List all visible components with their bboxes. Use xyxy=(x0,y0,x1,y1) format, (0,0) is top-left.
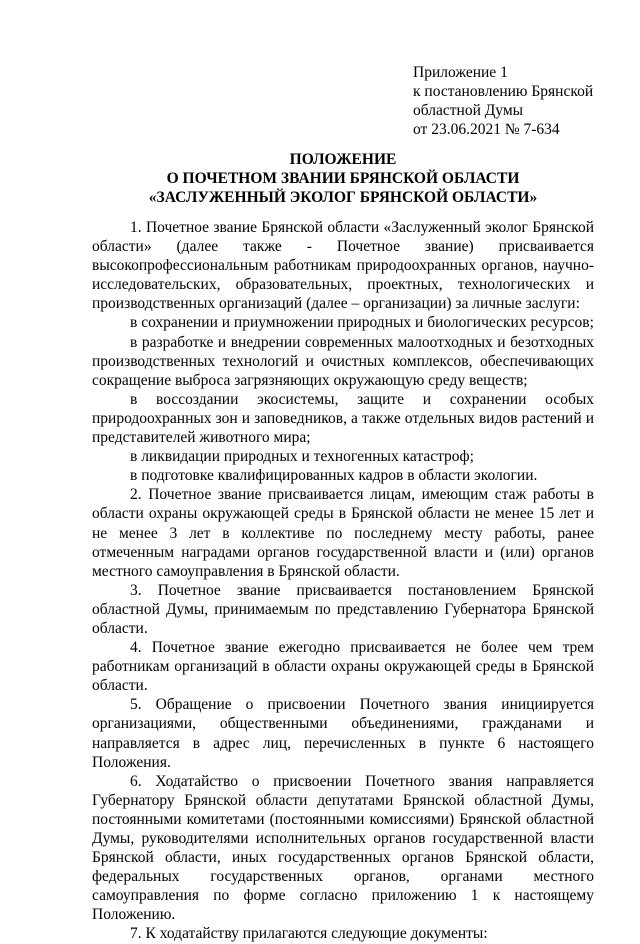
appendix-line: Приложение 1 xyxy=(413,64,508,81)
title-line: «ЗАСЛУЖЕННЫЙ ЭКОЛОГ БРЯНСКОЙ ОБЛАСТИ» xyxy=(148,189,538,206)
paragraph-2: 2. Почетное звание присваивается лицам, имеющим стаж работы в области охраны окружающей среды в Брянской области не менее 15 лет и не менее 3 лет в коллективе по последнему месту работы, ранее отмеченным наградами органов государственной власти и (или) органов местного самоуправления в Брянской области. xyxy=(92,486,594,580)
paragraph-merit-4: в ликвидации природных и техногенных катастроф; xyxy=(130,448,474,466)
paragraph-6: 6. Ходатайство о присвоении Почетного звания направляется Губернатору Брянской области депутатами Брянской областной Думы, постоянными комитетами (постоянными комиссиями) Брянской областной Думы, руководителями исполнительных органов государственной власти Брянской области, иных государственных органов Брянской области, федеральных государственных органов, органами местного самоуправления по форме согласно приложению 1 к настоящему Положению. xyxy=(92,772,594,924)
appendix-line: областной Думы xyxy=(413,102,524,119)
appendix-line: к постановлению Брянской xyxy=(413,83,594,100)
title-line: ПОЛОЖЕНИЕ xyxy=(289,151,397,168)
appendix-reference xyxy=(413,63,613,139)
title-line: О ПОЧЕТНОМ ЗВАНИИ БРЯНСКОЙ ОБЛАСТИ xyxy=(166,170,520,187)
paragraph-merit-1: в сохранении и приумножении природных и биологических ресурсов; xyxy=(130,314,594,332)
paragraph-7: 7. К ходатайству прилагаются следующие документы: xyxy=(130,925,488,943)
paragraph-merit-3: в воссоздании экосистемы, защите и сохранении особых природоохранных зон и заповедников, а также отдельных видов растений и представителей животного мира; xyxy=(92,390,594,447)
document-title xyxy=(92,150,594,207)
document-body xyxy=(92,218,594,944)
appendix-line: от 23.06.2021 № 7-634 xyxy=(413,121,560,138)
paragraph-1: 1. Почетное звание Брянской области «Заслуженный эколог Брянской области» (далее также - Почетное звание) присваивается высокопрофессиональным работникам природоохранных органов, научно-исследовательских, образовательных, проектных, технологических и производственных организаций (далее – организации) за личные заслуги: xyxy=(92,219,594,313)
paragraph-merit-5: в подготовке квалифицированных кадров в области экологии. xyxy=(130,467,538,485)
paragraph-5: 5. Обращение о присвоении Почетного звания инициируется организациями, общественными объединениями, гражданами и направляется в адрес лиц, перечисленных в пункте 6 настоящего Положения. xyxy=(92,696,594,771)
paragraph-merit-2: в разработке и внедрении современных малоотходных и безотходных производственных технологий и очистных комплексов, обеспечивающих сокращение выброса загрязняющих окружающую среду веществ; xyxy=(92,333,594,389)
paragraph-4: 4. Почетное звание ежегодно присваивается не более чем трем работникам организаций в области охраны окружающей среды в Брянской области. xyxy=(92,639,594,695)
paragraph-3: 3. Почетное звание присваивается постановлением Брянской областной Думы, принимаемым по представлению Губернатора Брянской области. xyxy=(92,581,594,637)
